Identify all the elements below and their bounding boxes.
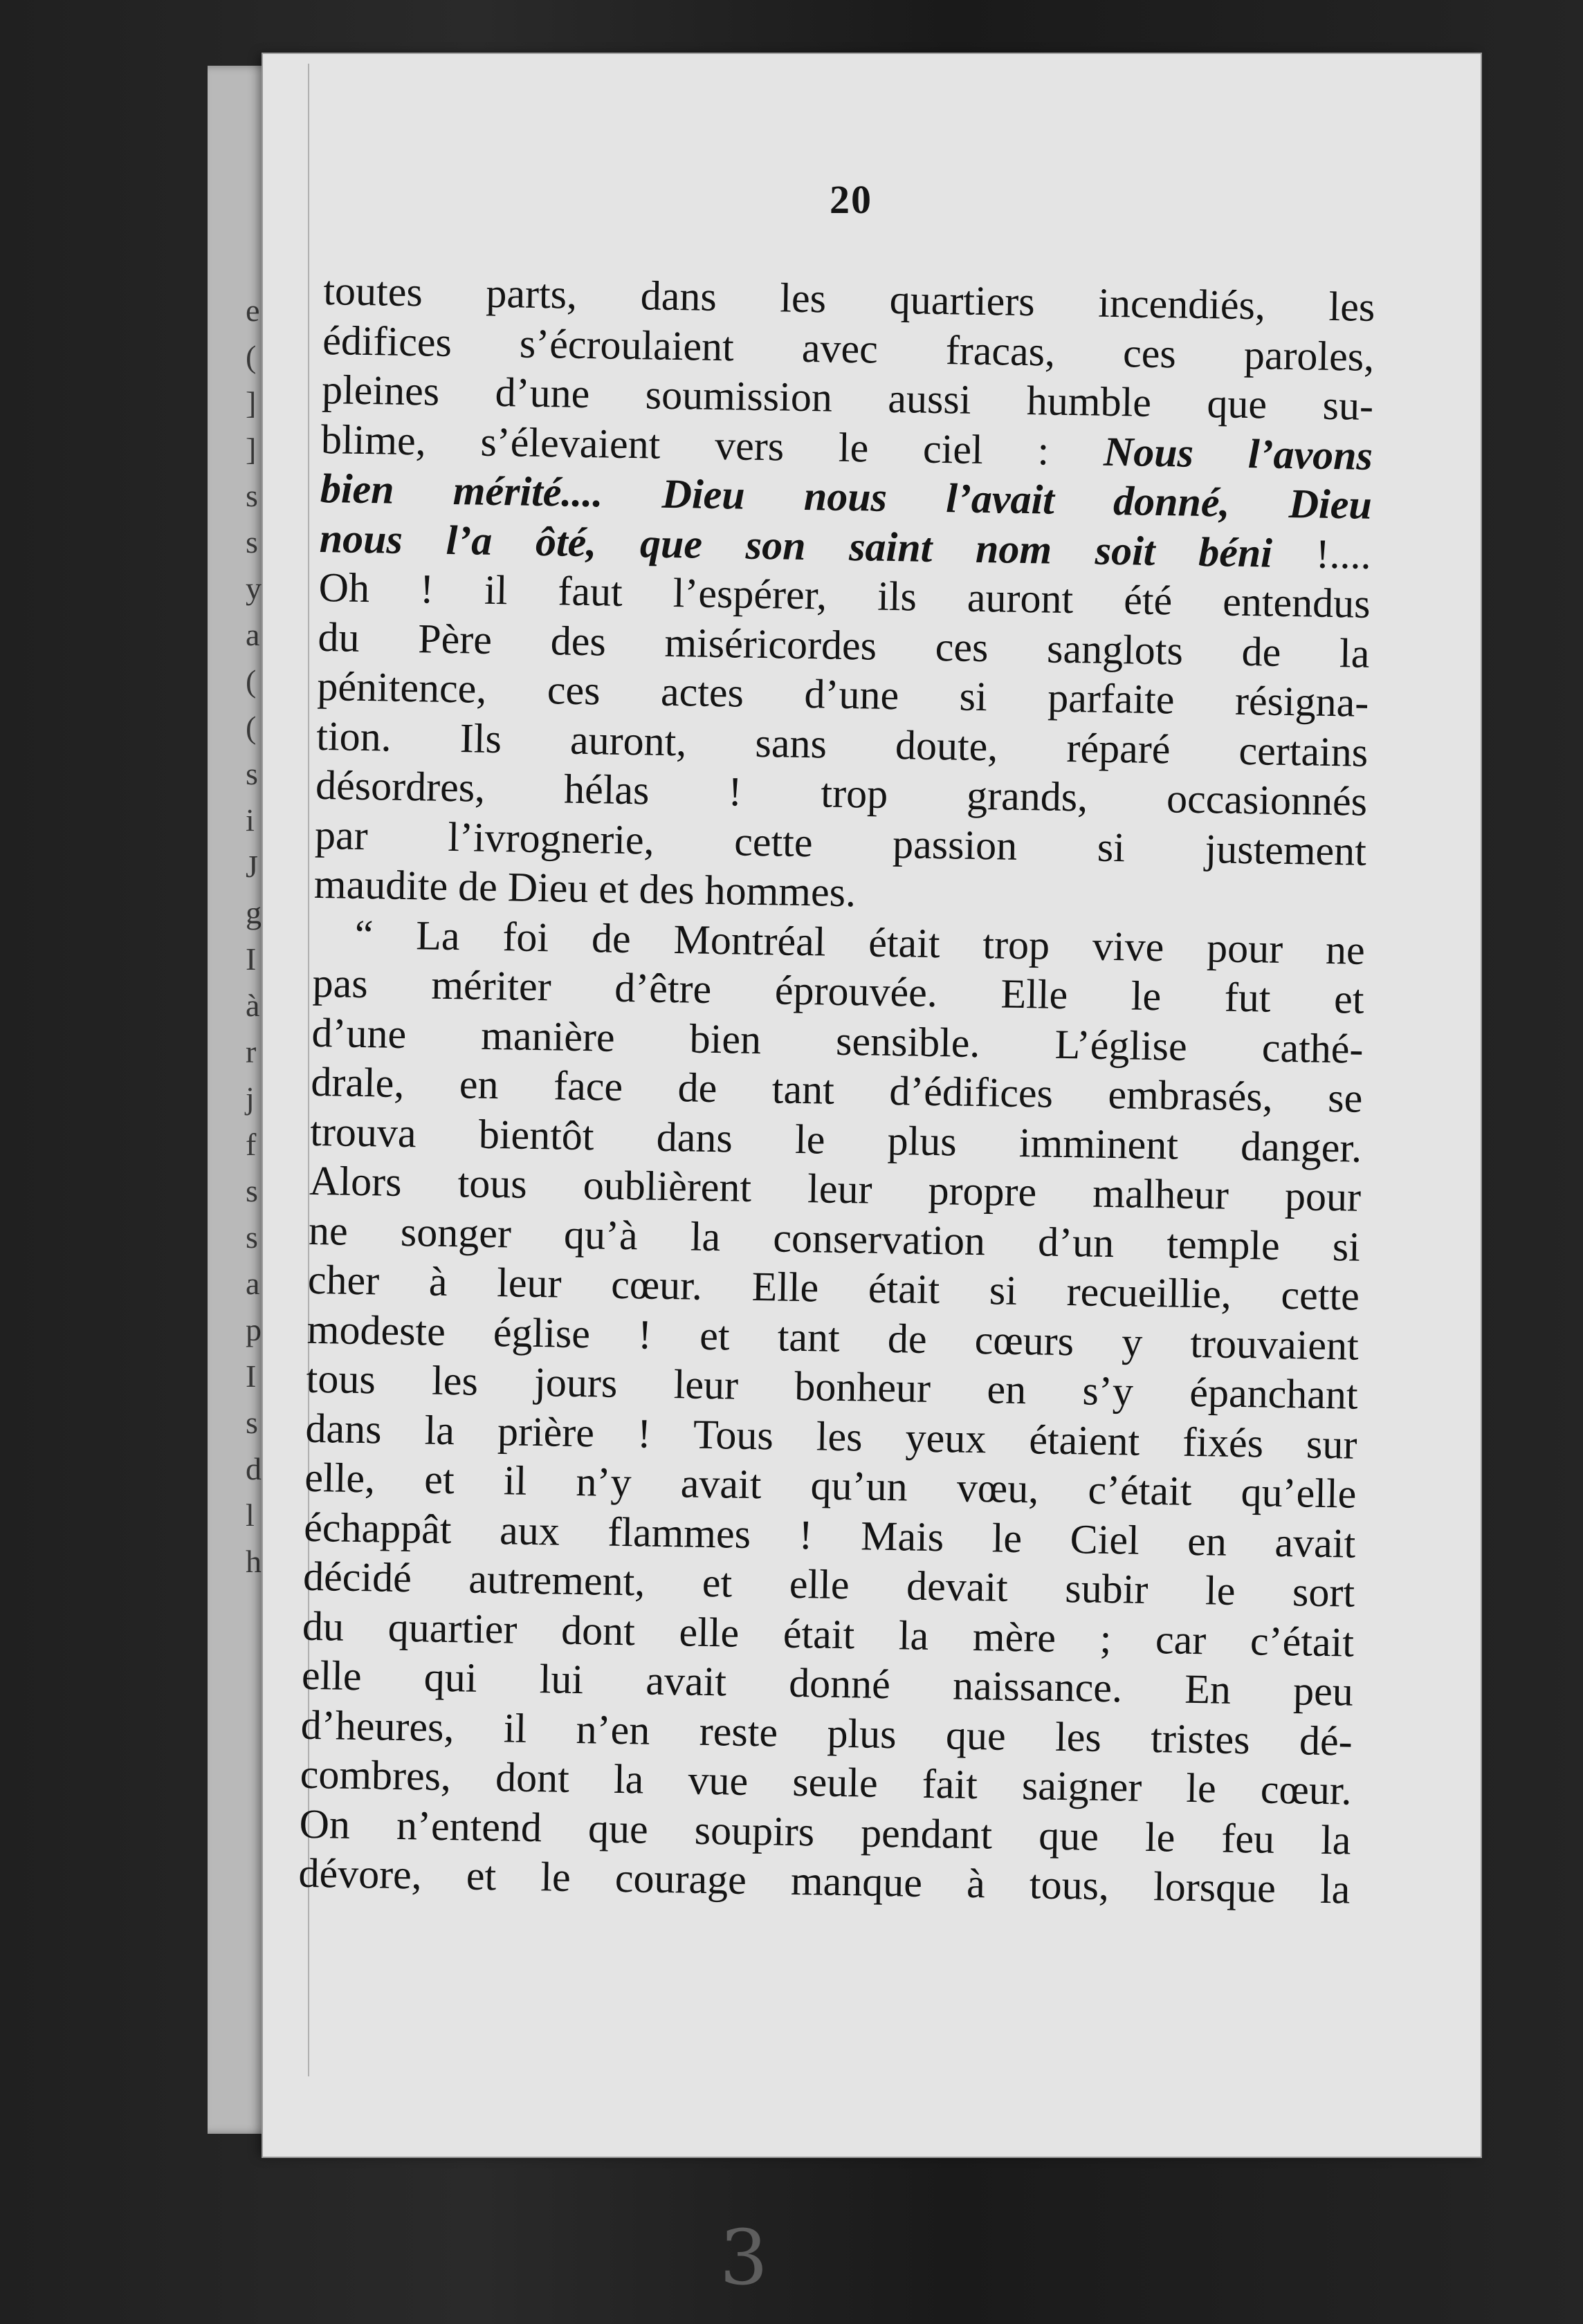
facing-letter: i bbox=[246, 802, 255, 838]
facing-letter: s bbox=[246, 1173, 258, 1208]
facing-letter: s bbox=[246, 1405, 258, 1440]
facing-letter: J bbox=[246, 849, 258, 884]
text-line: dévore, et le courage manque à tous, lorsque la bbox=[298, 1850, 1351, 1912]
text-line: combres, dont la vue seule fait saigner le cœur. bbox=[300, 1751, 1353, 1814]
text-line: d’heures, il n’en reste plus que les tristes dé- bbox=[300, 1702, 1353, 1764]
facing-letter: s bbox=[246, 1219, 258, 1255]
facing-letter: a bbox=[246, 1266, 260, 1301]
text-line: drale, en face de tant d’édifices embrasés, se bbox=[310, 1058, 1363, 1121]
text-line: maudite de Dieu et des hommes. bbox=[313, 860, 857, 916]
text-line: tion. Ils auront, sans doute, réparé certains bbox=[315, 712, 1369, 775]
facing-letter: à bbox=[246, 988, 260, 1023]
facing-letter: p bbox=[246, 1312, 262, 1347]
facing-letter: s bbox=[246, 756, 258, 791]
facing-letter: s bbox=[246, 524, 258, 560]
text-line: d’une manière bien sensible. L’église cathé- bbox=[311, 1009, 1364, 1072]
text-line: modeste église ! et tant de cœurs y trouvaient bbox=[306, 1306, 1360, 1369]
facing-letter: ] bbox=[246, 385, 257, 421]
facing-letter: ( bbox=[246, 663, 257, 699]
text-line: édifices s’écroulaient avec fracas, ces paroles, bbox=[322, 317, 1375, 380]
facing-letter: j bbox=[246, 1080, 255, 1116]
text-run: !.... bbox=[1272, 530, 1372, 578]
text-line: “ La foi de Montréal était trop vive pour ne bbox=[354, 911, 1366, 973]
text-line: toutes parts, dans les quartiers incendiés, les bbox=[322, 267, 1375, 330]
facing-letter: f bbox=[246, 1127, 257, 1162]
text-run: blime, s’élevaient vers le ciel : bbox=[320, 416, 1104, 474]
text-line: échappât aux flammes ! Mais le Ciel en avait bbox=[303, 1504, 1356, 1567]
facing-letter: e bbox=[246, 293, 260, 328]
facing-letter: d bbox=[246, 1451, 262, 1486]
text-line: dans la prière ! Tous les yeux étaient fixés sur bbox=[305, 1405, 1357, 1468]
text-line: décidé autrement, et elle devait subir le sort bbox=[302, 1553, 1355, 1616]
facing-letter: l bbox=[246, 1497, 255, 1533]
facing-letter: r bbox=[246, 1034, 257, 1069]
facing-letter: I bbox=[246, 941, 257, 977]
text-line: cher à leur cœur. Elle était si recueillie, cette bbox=[307, 1256, 1360, 1319]
italic-quote: nous l’a ôté, que son saint nom soit béni bbox=[319, 515, 1273, 576]
facing-letter: I bbox=[246, 1358, 257, 1394]
facing-letter: g bbox=[246, 895, 262, 930]
italic-quote: Nous l’avons bbox=[1103, 428, 1373, 479]
text-line: pas mériter d’être éprouvée. Elle le fut et bbox=[312, 959, 1365, 1022]
italic-quote: bien mérité.... Dieu nous l’avait donné, Dieu bbox=[320, 465, 1373, 528]
bottom-margin-mark: 3 bbox=[720, 2213, 768, 2302]
facing-letter: ] bbox=[246, 432, 257, 467]
text-line: tous les jours leur bonheur en s’y épanchant bbox=[306, 1355, 1359, 1418]
text-line: pénitence, ces actes d’une si parfaite résigna- bbox=[316, 663, 1369, 726]
body-text bbox=[298, 266, 1375, 1915]
facing-letter: y bbox=[246, 571, 262, 606]
text-line: elle qui lui avait donné naissance. En peu bbox=[301, 1652, 1354, 1715]
text-line: du Père des miséricordes ces sanglots de la bbox=[318, 614, 1370, 676]
text-line: par l’ivrognerie, cette passion si justement bbox=[314, 811, 1367, 874]
text-line: désordres, hélas ! trop grands, occasionnés bbox=[315, 762, 1368, 824]
text-line: pleines d’une soumission aussi humble que su- bbox=[321, 366, 1374, 429]
facing-letter: ( bbox=[246, 339, 257, 374]
text-line: du quartier dont elle était la mère ; car c’était bbox=[302, 1603, 1355, 1666]
text-line: Oh ! il faut l’espérer, ils auront été entendus bbox=[318, 564, 1371, 627]
text-line: ne songer qu’à la conservation d’un temple si bbox=[308, 1207, 1361, 1270]
facing-letter: s bbox=[246, 478, 258, 513]
page-number: 20 bbox=[830, 177, 872, 222]
text-line: trouva bientôt dans le plus imminent danger. bbox=[309, 1108, 1362, 1171]
facing-letter: ( bbox=[246, 710, 257, 745]
facing-letter: h bbox=[246, 1544, 262, 1579]
text-line: Alors tous oublièrent leur propre malheur pour bbox=[309, 1157, 1362, 1220]
text-line: elle, et il n’y avait qu’un vœu, c’était qu’elle bbox=[304, 1454, 1357, 1517]
text-line: On n’entend que soupirs pendant que le feu la bbox=[299, 1800, 1351, 1863]
facing-letter: a bbox=[246, 617, 260, 652]
